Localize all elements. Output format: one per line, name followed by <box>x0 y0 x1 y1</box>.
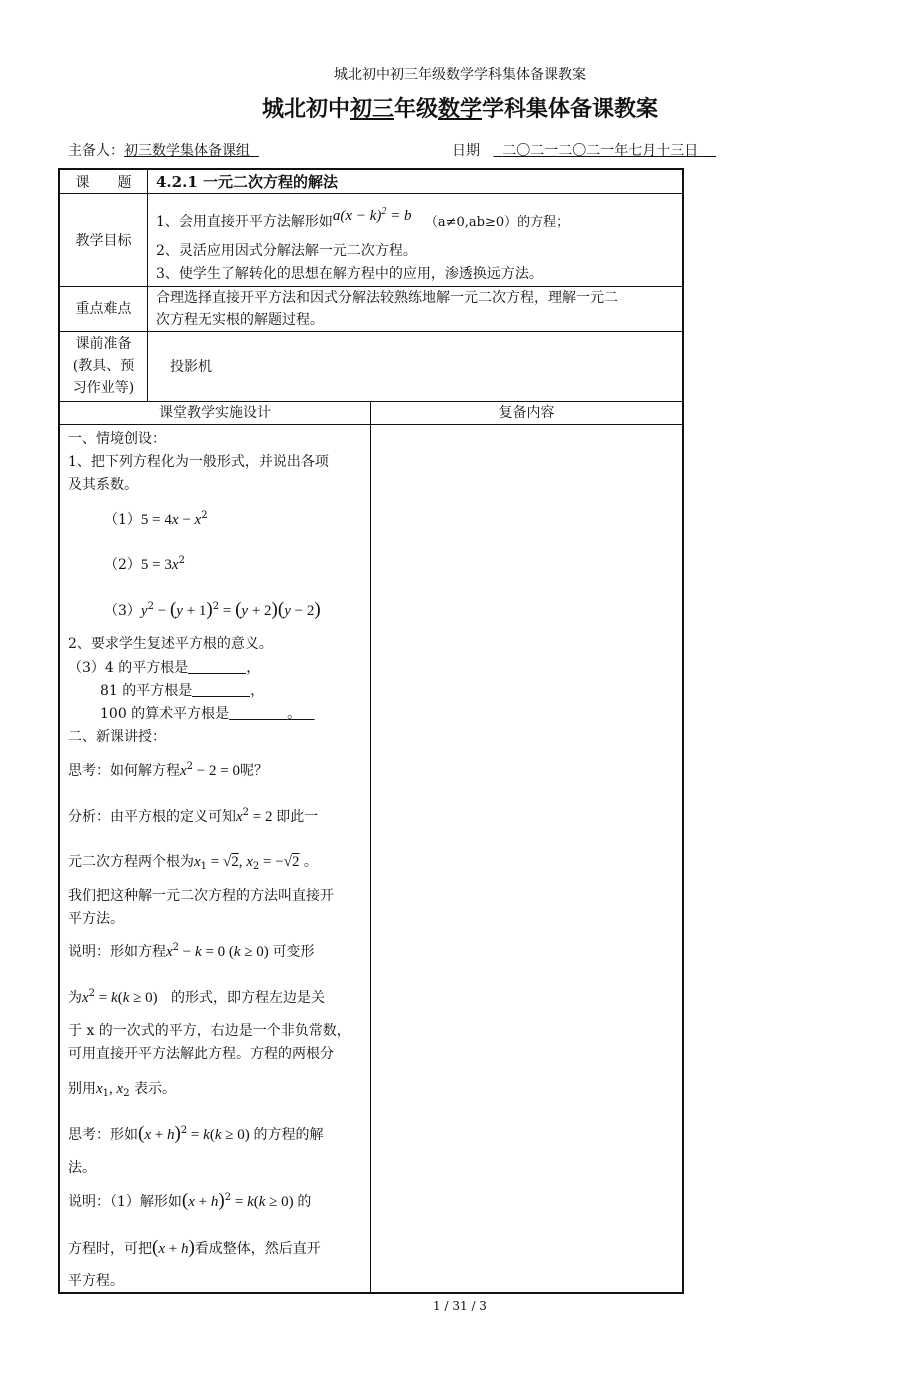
section-2-title: 二、新课讲授： <box>68 729 166 745</box>
roots: 元二次方程两个根为$x_1 = √2$, $x_2 = -√2$ 。 <box>68 854 318 872</box>
key-line-2: 次方程无实根的解题过程。 <box>156 312 324 328</box>
question-1-line-2: 及其系数。 <box>68 477 138 493</box>
method-line-2: 平方法。 <box>68 911 124 927</box>
answer-blank[interactable] <box>229 705 287 720</box>
prep-label: 课前准备 (教具、预 习作业等) <box>72 336 135 396</box>
goal-3: 3、使学生了解转化的思想在解方程中的应用，渗透换远方法。 <box>156 266 543 282</box>
document-title: 城北初中初三年级数学学科集体备课教案 <box>261 97 659 122</box>
square-root-c: 100 的算术平方根是 。 <box>100 706 302 722</box>
date: 日期 二〇二一二〇二一年七月十三日 <box>452 143 699 159</box>
question-2: 2、要求学生复述平方根的意义。 <box>68 636 273 652</box>
topic-label: 课 题 <box>75 175 132 191</box>
analysis: 分析：由平方根的定义可知$x^2 = 2$ 即此一 <box>68 807 319 825</box>
question-1-line-1: 1、把下列方程化为一般形式，并说出各项 <box>68 454 329 470</box>
answer-blank[interactable] <box>188 659 246 674</box>
goal-1: 1、会用直接开平方法解形如$a(x - k)^2 = b$ （a≠0,ab≥0）的方程； <box>156 206 570 230</box>
date-value: 二〇二一二〇二一年七月十三日 <box>502 143 699 159</box>
page-header: 城北初中初三年级数学学科集体备课教案 <box>334 67 586 83</box>
prep-value: 投影机 <box>170 359 212 375</box>
think-2-line-2: 法。 <box>68 1160 96 1176</box>
table-rule <box>60 331 682 332</box>
square-root-a: （3）4 的平方根是 ， <box>68 660 261 676</box>
table-rule <box>60 424 682 425</box>
note-line-2: 为$x^2 = k(k \ge 0)$ 的形式，即方程左边是关 <box>68 988 325 1006</box>
goal1-formula: $a(x - k)^2 = b$ <box>332 206 412 224</box>
note-line-6: 说明：（1）解形如$(x + h)^2 = k(k \ge 0)$ 的 <box>68 1190 312 1211</box>
note-line-4: 可用直接开平方法解此方程。方程的两根分 <box>68 1046 334 1062</box>
topic-value: 4.2.1 一元二次方程的解法 <box>156 173 338 191</box>
note-line-1: 说明：形如方程$x^2 - k = 0$ (k ≥ 0) 可变形 <box>68 942 315 960</box>
table-border-top <box>58 168 684 170</box>
note-line-5: 别用$x_1$, $x_2$ 表示。 <box>68 1081 177 1099</box>
table-rule <box>60 193 682 194</box>
preparer-value: 初三数学集体备课组 <box>124 143 250 159</box>
key-line-1: 合理选择直接开平方法和因式分解法较熟练地解一元二次方程，理解一元二 <box>156 290 618 306</box>
square-root-b: 81 的平方根是 ， <box>100 683 265 699</box>
equation-2: $(2)5 = 3x^2$ <box>104 555 185 573</box>
note-line-7: 方程时，可把(x + h)看成整体，然后直开 <box>68 1237 321 1258</box>
preparer: 主备人：初三数学集体备课组 <box>68 143 250 159</box>
col-header-design: 课堂教学实施设计 <box>159 405 271 421</box>
note-line-3: 于 x 的一次式的平方，右边是一个非负常数， <box>68 1023 351 1039</box>
method-line-1: 我们把这种解一元二次方程的方法叫直接开 <box>68 888 334 904</box>
table-border-bottom <box>58 1292 684 1294</box>
section-1-title: 一、情境创设： <box>68 431 166 447</box>
equation-1: $(1)5 = 4x - x^2$ <box>104 510 208 528</box>
content-column-divider <box>370 401 371 1293</box>
think-2: 思考：形如$(x + h)^2 = k(k \ge 0)$ 的方程的解 <box>68 1123 324 1144</box>
note-line-8: 平方程。 <box>68 1273 124 1289</box>
equation-3: $(3)y^2 - (y + 1)^2 = (y + 2)(y - 2)$ <box>104 599 321 620</box>
answer-blank[interactable] <box>192 682 250 697</box>
think-1: 思考：如何解方程$x^2 - 2 = 0$呢？ <box>68 761 268 779</box>
key-label: 重点难点 <box>75 301 132 317</box>
page-number: 1 / 31 / 3 <box>433 1299 487 1313</box>
label-column-divider <box>147 169 148 401</box>
col-header-review: 复备内容 <box>498 405 555 421</box>
goals-label: 教学目标 <box>75 233 132 249</box>
goal-2: 2、灵活应用因式分解法解一元二次方程。 <box>156 243 417 259</box>
table-border-right <box>682 168 684 1294</box>
